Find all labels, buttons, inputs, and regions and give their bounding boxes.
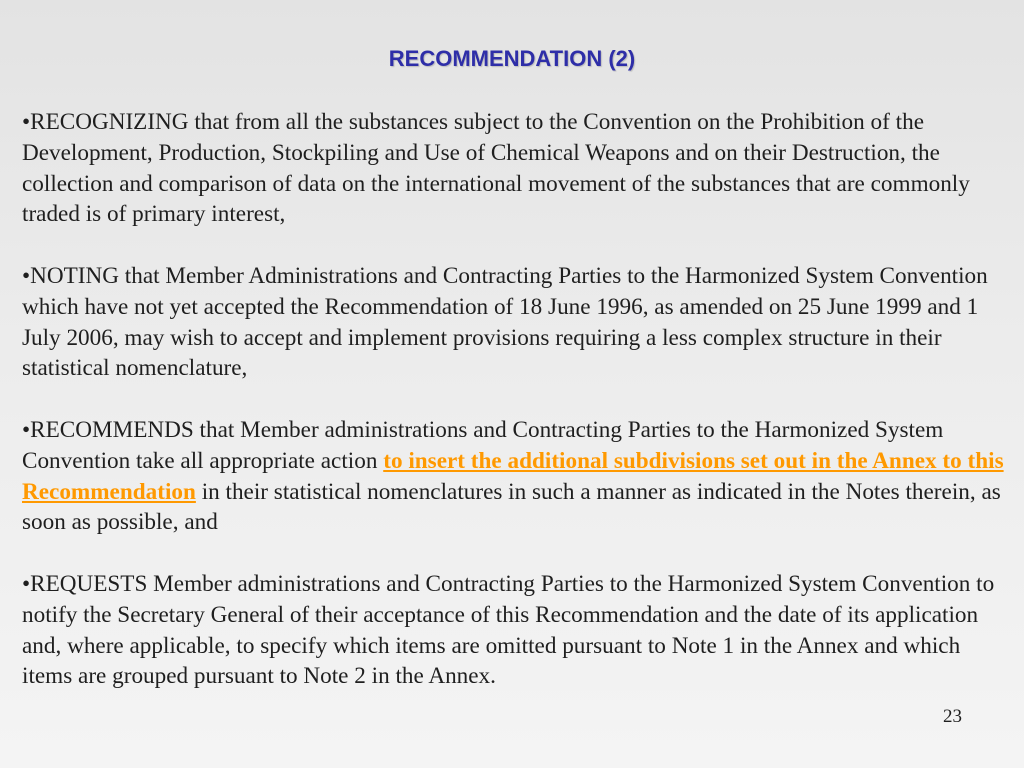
annex-highlight-link[interactable]: to insert the additional subdivisions set out in the Annex to this Recommendation [22,447,1004,505]
paragraph-recognizing: •RECOGNIZING that from all the substances subject to the Convention on the Prohibition of the Development, Production, Stockpiling and Use of Chemical Weapons and on their Destruction, the collection and comparison of data on the international movement of the substances that are commonly traded is of primary interest, [22,109,970,228]
slide-number: 23 [943,706,962,727]
paragraph-recommends-text-before: •RECOMMENDS that Member administrations and Contracting Parties to the Harmonized System Convention take all appropriate action [22,416,944,474]
paragraph-noting: •NOTING that Member Administrations and Contracting Parties to the Harmonized System Convention which have not yet accepted the Recommendation of 18 June 1996, as amended on 25 June 1999 and 1 July 2006, may wish to accept and implement provisions requiring a less complex structure in their statistical nomenclature, [22,262,988,382]
paragraph-recommends [22,415,1007,538]
paragraph-requests: •REQUESTS Member administrations and Contracting Parties to the Harmonized System Convention to notify the Secretary General of their acceptance of this Recommendation and the date of its application and, where applicable, to specify which items are omitted pursuant to Note 1 in the Annex and which items are grouped pursuant to Note 2 in the Annex. [22,570,995,690]
paragraph-recommends-text-after: in their statistical nomenclatures in such a manner as indicated in the Notes therein, as soon as possible, and [22,478,1001,536]
slide-title: RECOMMENDATION (2) [388,46,636,71]
slide-body [22,107,1007,692]
